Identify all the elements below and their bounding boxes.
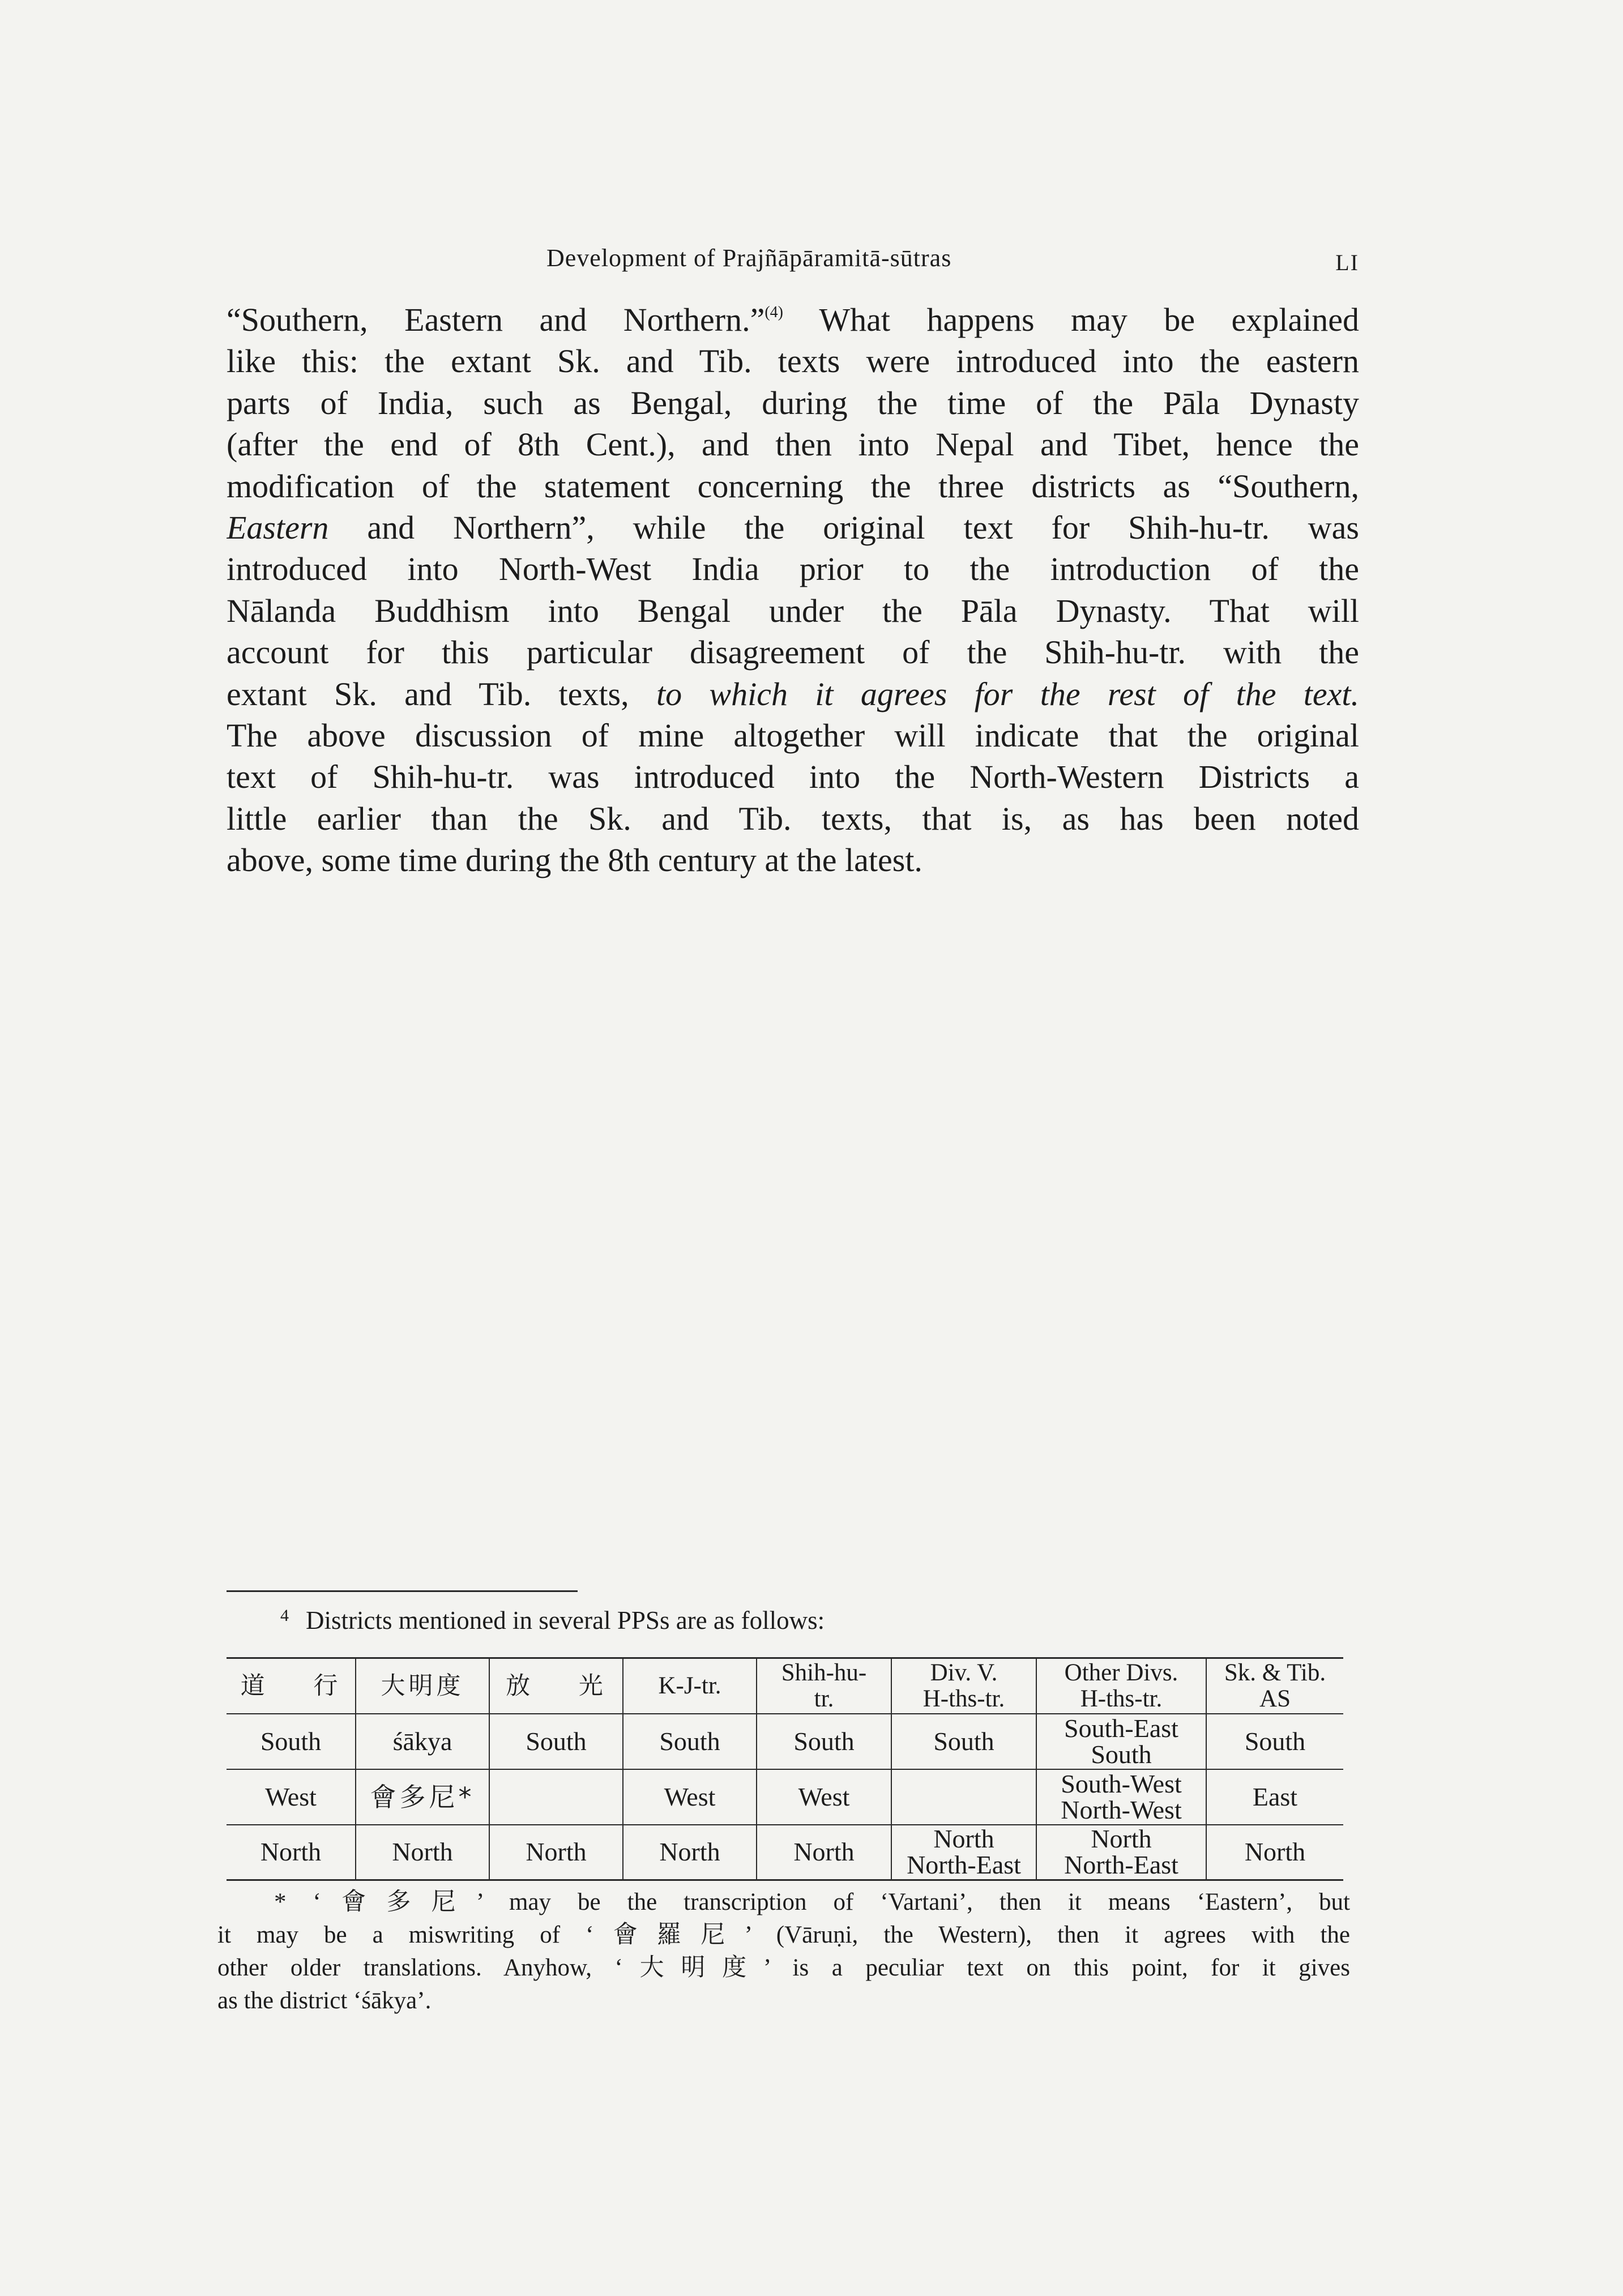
table-row (227, 1769, 1343, 1825)
footnote-number: 4 (280, 1606, 289, 1625)
districts-table (227, 1657, 1343, 1881)
note-line: it may be a miswriting of ‘會羅尼’ (Vāruṇi, the Western), then it agrees with the (217, 1922, 1350, 1948)
body-line: introduced into North-West India prior to the introduction of the (227, 550, 1359, 588)
table-cell: South (623, 1714, 757, 1769)
column-header: K-J-tr. (623, 1658, 757, 1714)
table-cell: North (260, 1837, 322, 1867)
table-cell: West (265, 1782, 317, 1811)
table-note (217, 1886, 1350, 2017)
quoted-districts: “Southern, Eastern and Northern.” (227, 301, 765, 338)
table-cell: North (757, 1825, 891, 1880)
note-line: * ‘會多尼’ may be the transcription of ‘Vartani’, then it means ‘Eastern’, but (274, 1889, 1350, 1915)
table-cell: śākya (356, 1714, 489, 1769)
body-line: The above discussion of mine altogether will indicate that the original (227, 717, 1359, 754)
table-cell: North (623, 1825, 757, 1880)
table-header-row (227, 1658, 1343, 1714)
table-cell: South (489, 1714, 623, 1769)
column-header: 道 行 (240, 1671, 341, 1700)
column-header: Shih-hu- tr. (757, 1658, 891, 1714)
body-line: above, some time during the 8th century at the latest. (227, 842, 922, 879)
footnote-intro (280, 1606, 825, 1635)
table-cell: North North-East (1036, 1825, 1206, 1880)
body-line: “Southern, Eastern and Northern.”$^{(4)}$ What happens may be explained (227, 301, 1359, 338)
table-cell: North North-East (891, 1825, 1036, 1880)
table-cell (489, 1769, 623, 1825)
footnote-separator (227, 1590, 578, 1592)
body-line: parts of India, such as Bengal, during the time of the Pāla Dynasty (227, 384, 1359, 421)
running-title: Development of Prajñāpāramitā-sūtras (546, 244, 952, 272)
note-line: as the district ‘śākya’. (217, 1987, 432, 2014)
table-cell: South (757, 1714, 891, 1769)
page-header (227, 244, 1359, 283)
footnote-reference: (4) (764, 304, 783, 321)
table-cell: South (1206, 1714, 1343, 1769)
table-cell: South-East South (1036, 1714, 1206, 1769)
table-cell: North (356, 1825, 489, 1880)
page-number: LI (1335, 250, 1359, 275)
table-cell: South (891, 1714, 1036, 1769)
body-line: modification of the statement concerning the three districts as “Southern, (227, 467, 1359, 505)
table-cell: East (1206, 1769, 1343, 1825)
table-cell: South-West North-West (1036, 1769, 1206, 1825)
column-header: 大明度 (356, 1658, 489, 1714)
body-line: account for this particular disagreement of the Shih-hu-tr. with the (227, 634, 1359, 671)
column-header: 放 光 (489, 1658, 623, 1714)
table-cell: North (489, 1825, 623, 1880)
table-row (227, 1825, 1343, 1880)
table-row (227, 1714, 1343, 1769)
body-line: extant Sk. and Tib. texts, to which it agrees for the rest of the text. (227, 675, 1359, 712)
table-cell: South (260, 1726, 322, 1756)
column-header: Sk. & Tib. AS (1206, 1658, 1343, 1714)
body-line: Eastern and Northern”, while the original text for Shih-hu-tr. was (227, 509, 1359, 547)
body-line: Nālanda Buddhism into Bengal under the Pāla Dynasty. That will (227, 592, 1359, 629)
column-header: Other Divs. H-ths-tr. (1036, 1658, 1206, 1714)
body-paragraph (227, 299, 1359, 881)
table-cell: West (757, 1769, 891, 1825)
footnote-intro-text: Districts mentioned in several PPSs are as follows: (306, 1606, 825, 1634)
table-cell: West (623, 1769, 757, 1825)
italic-emphasis: to which it agrees for the rest of the text. (656, 675, 1359, 712)
italic-emphasis: Eastern (227, 509, 329, 547)
body-line: text of Shih-hu-tr. was introduced into the North-Western Districts a (227, 758, 1359, 796)
note-line: other older translations. Anyhow, ‘大明度’ is a peculiar text on this point, for it gives (217, 1954, 1350, 1981)
table-cell: 會多尼* (356, 1769, 489, 1825)
column-header: Div. V. H-ths-tr. (891, 1658, 1036, 1714)
body-line: like this: the extant Sk. and Tib. texts were introduced into the eastern (227, 343, 1359, 380)
table-cell (891, 1769, 1036, 1825)
table-cell: North (1206, 1825, 1343, 1880)
body-line: little earlier than the Sk. and Tib. texts, that is, as has been noted (227, 800, 1359, 837)
body-line: (after the end of 8th Cent.), and then into Nepal and Tibet, hence the (227, 426, 1359, 463)
